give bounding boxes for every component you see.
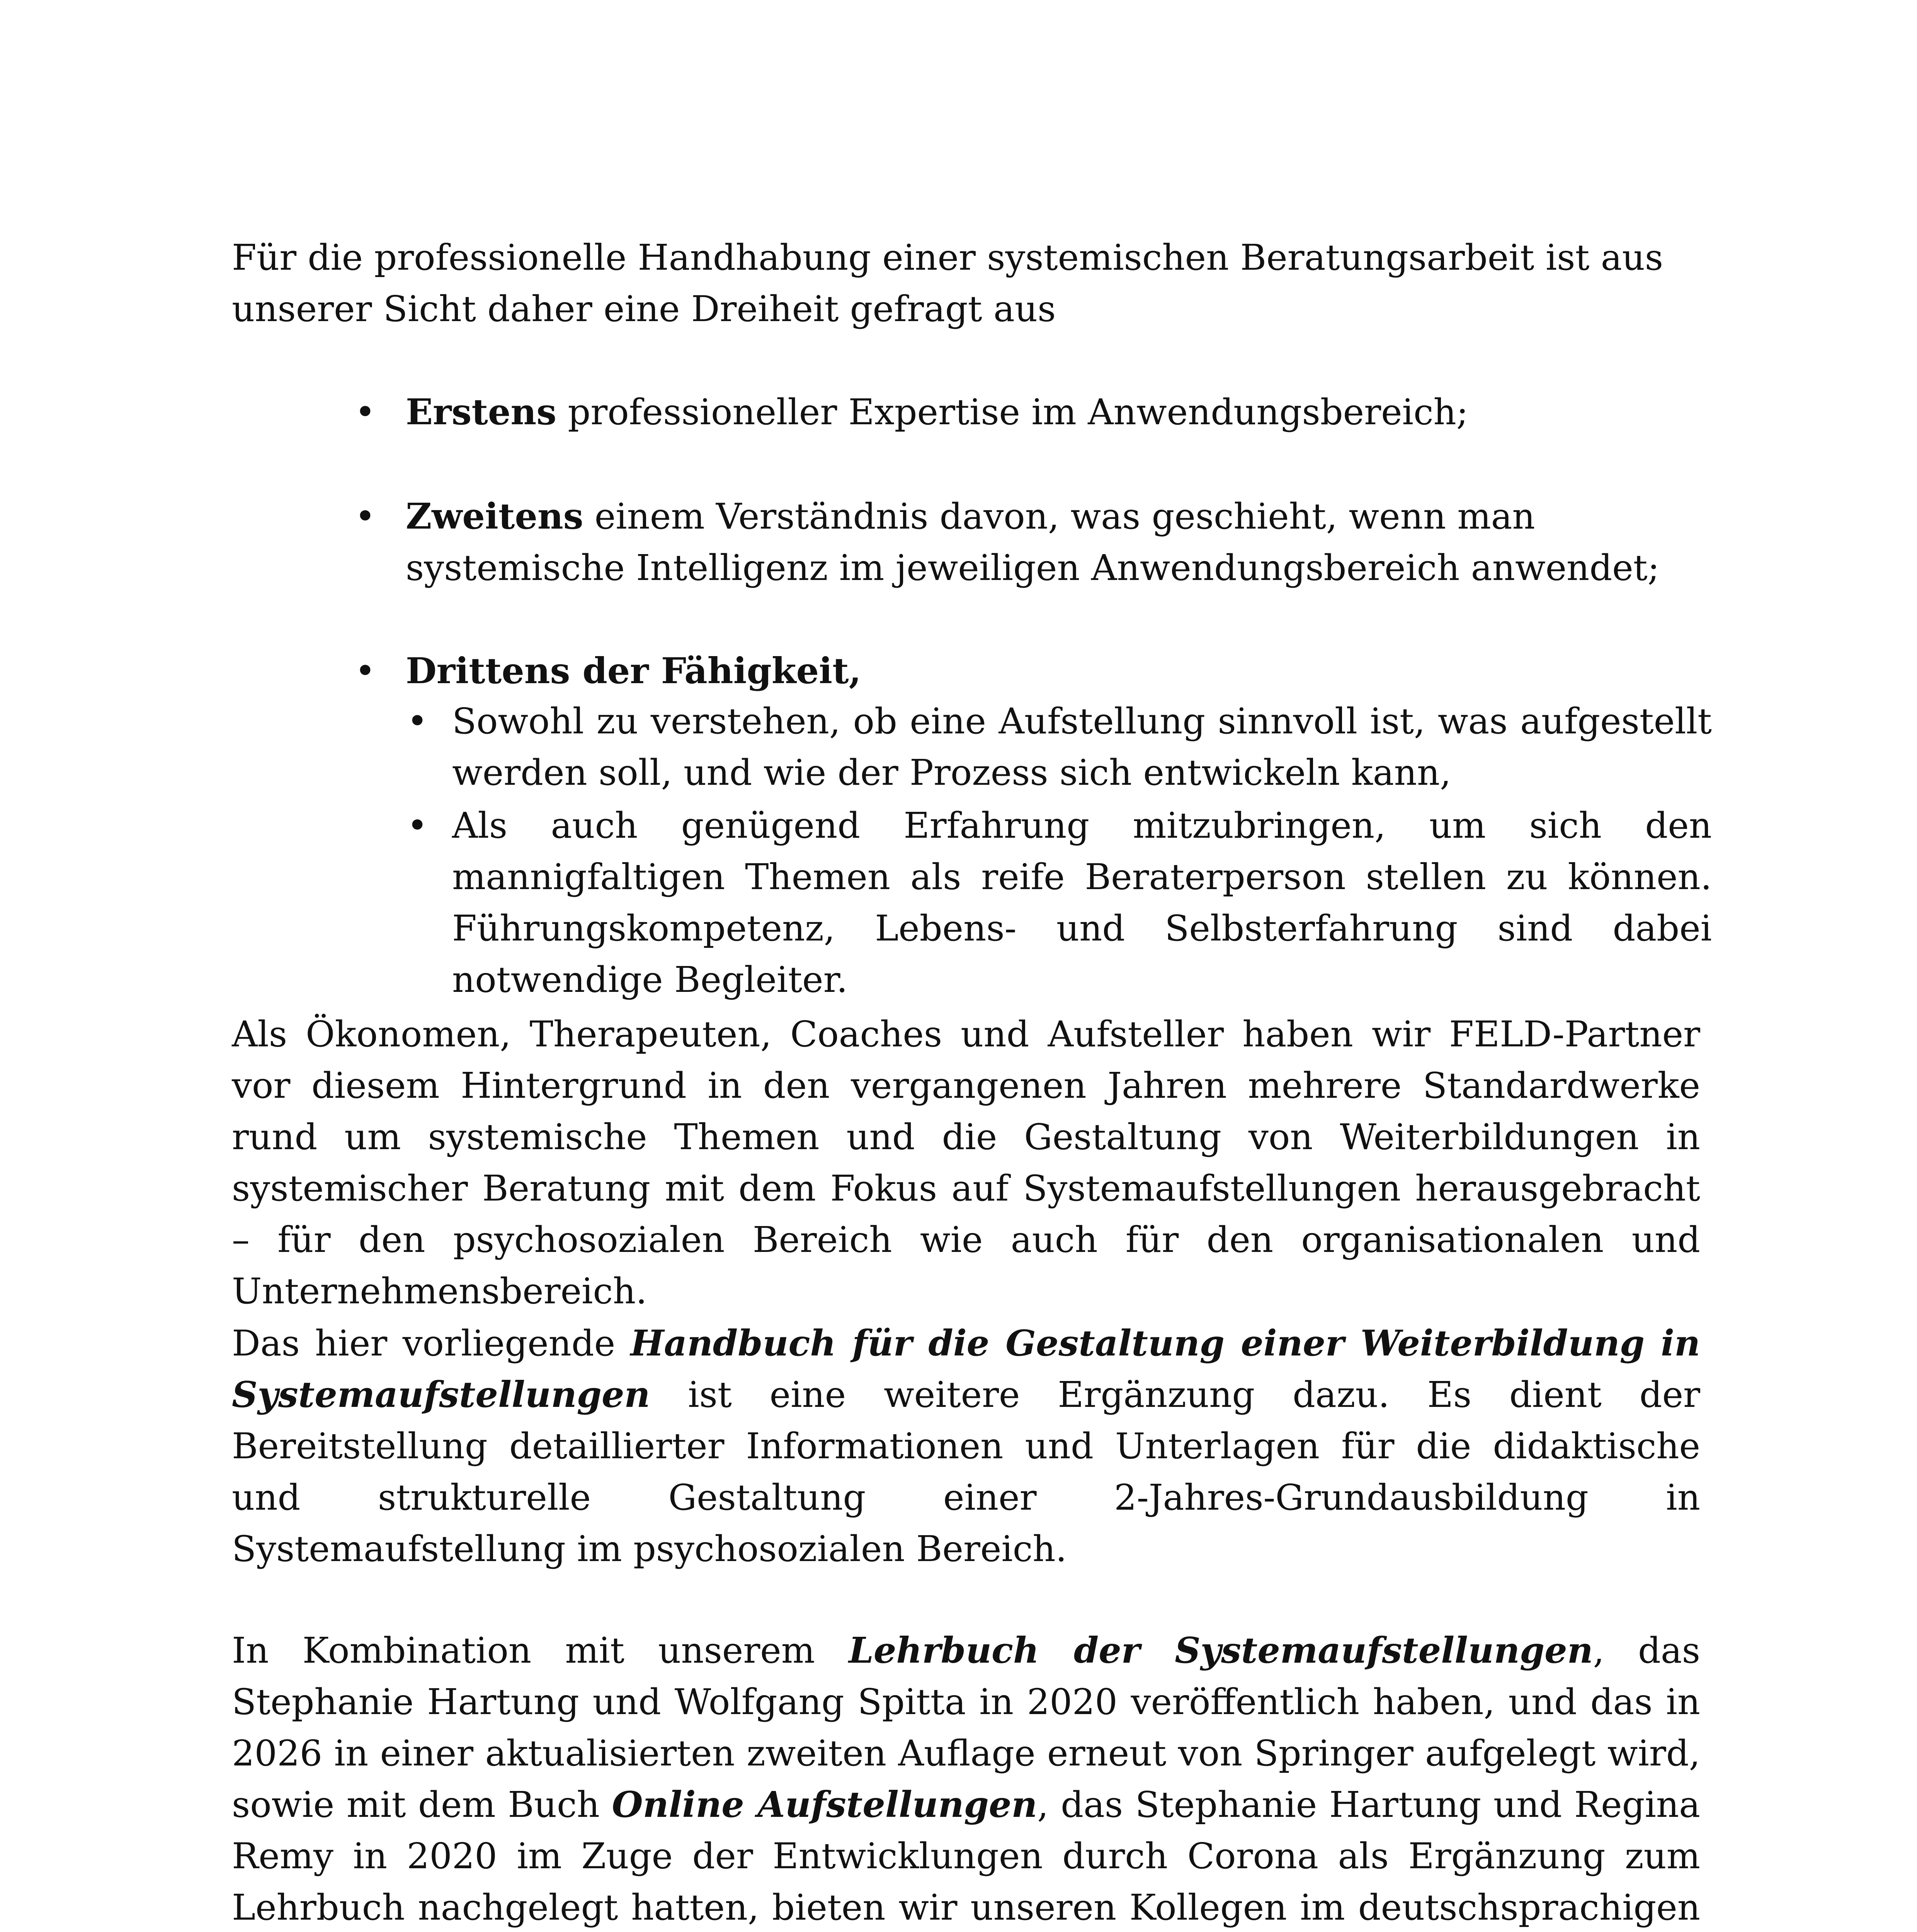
paragraph-text: , das Stephanie Hartung und Regina Remy in 2020 im Zuge der Entwicklungen durch Corona als Ergänzung zum Lehrbuch nachgelegt hatten, bieten wir unseren Kollegen im deutschsprachigen <box>232 1784 1700 1928</box>
list-item-text: professioneller Expertise im Anwendungsbereich; <box>556 391 1468 433</box>
paragraph-text: In Kombination mit unserem <box>232 1630 849 1671</box>
list-item-lead: Zweitens <box>406 495 583 537</box>
paragraph-text: Das hier vorliegende <box>232 1323 631 1364</box>
list-item-drittens <box>354 645 1712 697</box>
paragraph-handbuch <box>232 1318 1700 1575</box>
list-item-lead: Drittens der Fähigkeit, <box>406 650 861 692</box>
paragraph-text: ist eine weitere Ergänzung dazu. Es dient der Bereitstellung detaillierter Informationen und Unterlagen für die didaktische und strukturelle Gestaltung einer 2-Jahres-Grundausbildung in Systemaufstellung im psychosozialen Bereich. <box>232 1374 1700 1570</box>
sublist-item-text: Als auch genügend Erfahrung mitzubringen, um sich den mannigfaltigen Themen als reife Beraterperson stellen zu können. Führungskompetenz, Lebens- und Selbsterfahrung sind dabei notwendige Begleiter. <box>452 805 1712 1000</box>
bullet-icon: • <box>407 701 428 742</box>
bullet-icon: • <box>354 650 376 692</box>
bullet-icon: • <box>407 805 428 846</box>
bullet-icon: • <box>354 391 376 433</box>
sublist-item-als-auch <box>407 800 1712 1005</box>
paragraph-kombination <box>232 1625 1700 1932</box>
book-title-online-aufstellungen: Online Aufstellungen <box>612 1784 1038 1825</box>
paragraph-text: , das Stephanie Hartung und Wolfgang Spitta in 2020 veröffentlich haben, und das in 2026 in einer aktualisierten zweiten Auflage erneut von Springer aufgelegt wird, sowie mit dem Buch <box>232 1630 1700 1825</box>
list-item-erstens <box>354 386 1712 438</box>
list-item-text: einem Verständnis davon, was geschieht, wenn man systemische Intelligenz im jeweiligen Anwendungsbereich anwendet; <box>406 496 1660 588</box>
book-title-lehrbuch: Lehrbuch der Systemaufstellungen <box>849 1629 1593 1671</box>
paragraph-oekonomen: Als Ökonomen, Therapeuten, Coaches und Aufsteller haben wir FELD-Partner vor diesem Hintergrund in den vergangenen Jahren mehrere Standardwerke rund um systemische Themen und die Gestaltung von Weiterbildungen in systemischer Beratung mit dem Fokus auf Systemaufstellungen herausgebracht – für den psychosozialen Bereich wie auch für den organisationalen und Unternehmensbereich. <box>232 1014 1700 1312</box>
sublist-item-sowohl <box>407 696 1712 798</box>
list-item-zweitens <box>354 491 1712 594</box>
sublist-item-text: Sowohl zu verstehen, ob eine Aufstellung sinnvoll ist, was aufgestellt werden soll, und wie der Prozess sich entwickeln kann, <box>452 701 1712 793</box>
bullet-icon: • <box>354 496 376 537</box>
list-item-lead: Erstens <box>406 391 557 433</box>
intro-paragraph: Für die professionelle Handhabung einer systemischen Beratungsarbeit ist aus unserer Sicht daher eine Dreiheit gefragt aus <box>232 237 1664 330</box>
book-title-handbuch: Handbuch für die Gestaltung einer Weiterbildung in Systemaufstellungen <box>232 1322 1700 1415</box>
